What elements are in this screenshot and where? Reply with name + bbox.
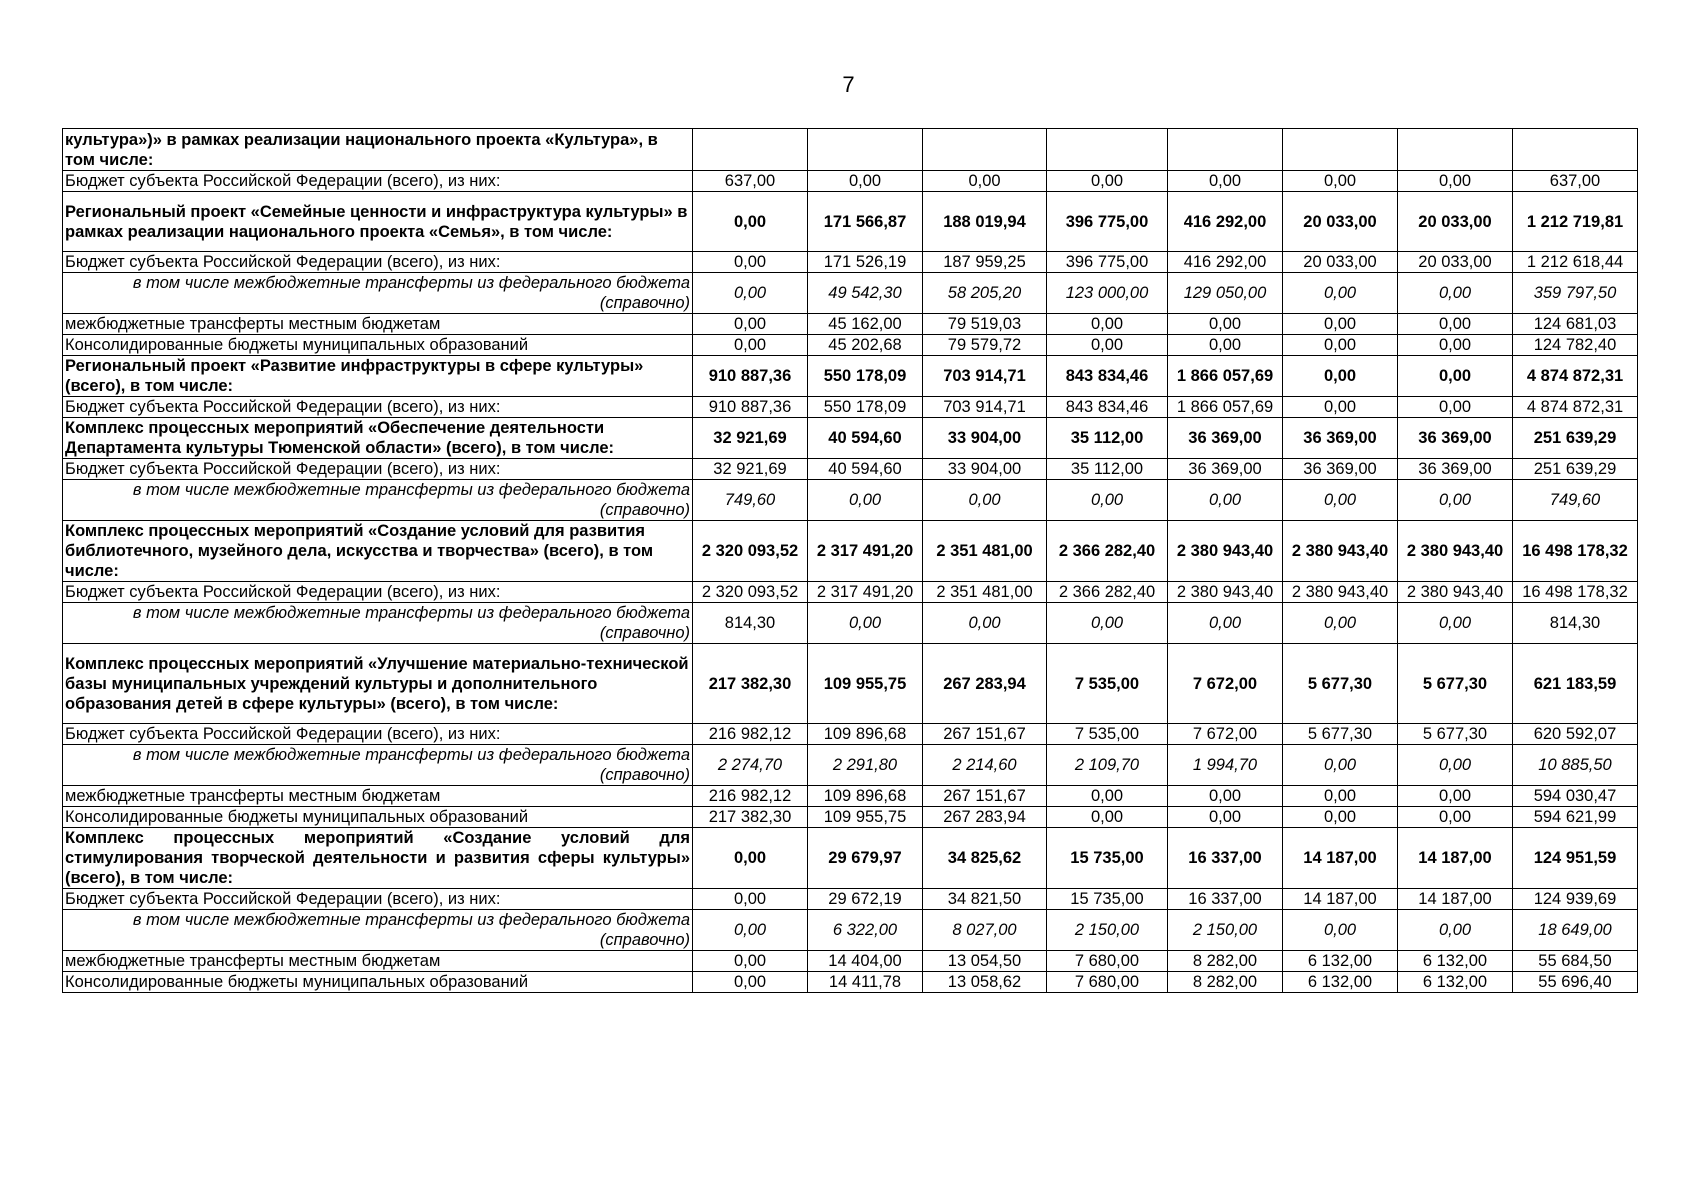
value-cell: 4 874 872,31 xyxy=(1513,397,1638,418)
row-label: Бюджет субъекта Российской Федерации (всего), из них: xyxy=(63,889,693,910)
value-cell: 8 282,00 xyxy=(1168,972,1283,993)
value-cell: 0,00 xyxy=(693,889,808,910)
value-cell: 267 151,67 xyxy=(923,786,1047,807)
value-cell: 34 825,62 xyxy=(923,828,1047,889)
value-cell: 0,00 xyxy=(1283,397,1398,418)
table-row xyxy=(63,889,1638,910)
value-cell: 2 317 491,20 xyxy=(808,582,923,603)
row-label: Консолидированные бюджеты муниципальных образований xyxy=(63,335,693,356)
value-cell: 45 202,68 xyxy=(808,335,923,356)
value-cell: 14 187,00 xyxy=(1283,889,1398,910)
value-cell: 0,00 xyxy=(808,480,923,521)
value-cell: 33 904,00 xyxy=(923,459,1047,480)
value-cell: 79 579,72 xyxy=(923,335,1047,356)
value-cell: 0,00 xyxy=(693,828,808,889)
value-cell: 217 382,30 xyxy=(693,644,808,724)
value-cell: 267 283,94 xyxy=(923,644,1047,724)
value-cell: 0,00 xyxy=(1047,786,1168,807)
table-row xyxy=(63,724,1638,745)
value-cell: 5 677,30 xyxy=(1398,644,1513,724)
value-cell: 5 677,30 xyxy=(1283,644,1398,724)
value-cell: 359 797,50 xyxy=(1513,273,1638,314)
value-cell: 621 183,59 xyxy=(1513,644,1638,724)
value-cell: 0,00 xyxy=(693,273,808,314)
table-row xyxy=(63,252,1638,273)
row-label: в том числе межбюджетные трансферты из федерального бюджета (справочно) xyxy=(63,603,693,644)
value-cell: 16 337,00 xyxy=(1168,828,1283,889)
value-cell: 594 030,47 xyxy=(1513,786,1638,807)
value-cell: 2 150,00 xyxy=(1168,910,1283,951)
value-cell: 1 866 057,69 xyxy=(1168,356,1283,397)
value-cell: 7 535,00 xyxy=(1047,724,1168,745)
value-cell: 20 033,00 xyxy=(1398,252,1513,273)
value-cell: 123 000,00 xyxy=(1047,273,1168,314)
value-cell: 109 896,68 xyxy=(808,786,923,807)
value-cell: 0,00 xyxy=(1398,171,1513,192)
value-cell: 2 380 943,40 xyxy=(1283,582,1398,603)
page-number: 7 xyxy=(842,72,855,97)
value-cell xyxy=(1283,129,1398,171)
value-cell: 2 351 481,00 xyxy=(923,521,1047,582)
value-cell: 0,00 xyxy=(693,972,808,993)
value-cell: 0,00 xyxy=(923,480,1047,521)
table-row xyxy=(63,397,1638,418)
value-cell: 1 866 057,69 xyxy=(1168,397,1283,418)
value-cell: 0,00 xyxy=(1168,603,1283,644)
value-cell: 5 677,30 xyxy=(1283,724,1398,745)
value-cell: 8 027,00 xyxy=(923,910,1047,951)
value-cell: 49 542,30 xyxy=(808,273,923,314)
value-cell: 2 150,00 xyxy=(1047,910,1168,951)
value-cell: 267 151,67 xyxy=(923,724,1047,745)
value-cell: 36 369,00 xyxy=(1398,459,1513,480)
table-row xyxy=(63,582,1638,603)
value-cell: 187 959,25 xyxy=(923,252,1047,273)
value-cell: 36 369,00 xyxy=(1168,459,1283,480)
value-cell: 40 594,60 xyxy=(808,418,923,459)
value-cell: 16 498 178,32 xyxy=(1513,521,1638,582)
value-cell: 5 677,30 xyxy=(1398,724,1513,745)
value-cell: 0,00 xyxy=(693,192,808,252)
value-cell: 124 782,40 xyxy=(1513,335,1638,356)
value-cell xyxy=(808,129,923,171)
table-row xyxy=(63,603,1638,644)
value-cell: 0,00 xyxy=(808,603,923,644)
value-cell: 29 679,97 xyxy=(808,828,923,889)
table-row xyxy=(63,786,1638,807)
value-cell: 1 212 719,81 xyxy=(1513,192,1638,252)
table-row xyxy=(63,745,1638,786)
row-label: культура»)» в рамках реализации национального проекта «Культура», в том числе: xyxy=(63,129,693,171)
value-cell: 2 380 943,40 xyxy=(1283,521,1398,582)
value-cell: 32 921,69 xyxy=(693,459,808,480)
table-row xyxy=(63,951,1638,972)
value-cell: 2 274,70 xyxy=(693,745,808,786)
value-cell: 4 874 872,31 xyxy=(1513,356,1638,397)
budget-table xyxy=(62,128,1638,993)
value-cell: 2 109,70 xyxy=(1047,745,1168,786)
value-cell: 0,00 xyxy=(1047,171,1168,192)
table-row xyxy=(63,910,1638,951)
value-cell: 20 033,00 xyxy=(1283,252,1398,273)
value-cell: 1 212 618,44 xyxy=(1513,252,1638,273)
value-cell: 6 322,00 xyxy=(808,910,923,951)
value-cell: 2 214,60 xyxy=(923,745,1047,786)
value-cell: 910 887,36 xyxy=(693,356,808,397)
value-cell xyxy=(1398,129,1513,171)
value-cell: 171 526,19 xyxy=(808,252,923,273)
row-label: Региональный проект «Развитие инфраструктуры в сфере культуры» (всего), в том числе: xyxy=(63,356,693,397)
value-cell: 703 914,71 xyxy=(923,356,1047,397)
value-cell: 0,00 xyxy=(808,171,923,192)
value-cell: 0,00 xyxy=(1283,335,1398,356)
value-cell: 0,00 xyxy=(1047,603,1168,644)
value-cell: 36 369,00 xyxy=(1283,459,1398,480)
value-cell: 416 292,00 xyxy=(1168,192,1283,252)
value-cell: 0,00 xyxy=(1283,480,1398,521)
value-cell: 2 291,80 xyxy=(808,745,923,786)
row-label: Консолидированные бюджеты муниципальных образований xyxy=(63,972,693,993)
value-cell: 29 672,19 xyxy=(808,889,923,910)
value-cell: 20 033,00 xyxy=(1398,192,1513,252)
value-cell: 7 672,00 xyxy=(1168,644,1283,724)
value-cell xyxy=(1047,129,1168,171)
value-cell: 109 955,75 xyxy=(808,807,923,828)
value-cell: 0,00 xyxy=(1398,335,1513,356)
value-cell: 0,00 xyxy=(1398,603,1513,644)
value-cell: 36 369,00 xyxy=(1398,418,1513,459)
row-label: Региональный проект «Семейные ценности и инфраструктура культуры» в рамках реализации национального проекта «Семья», в том числе: xyxy=(63,192,693,252)
value-cell: 550 178,09 xyxy=(808,356,923,397)
value-cell: 55 696,40 xyxy=(1513,972,1638,993)
row-label: межбюджетные трансферты местным бюджетам xyxy=(63,951,693,972)
row-label: Бюджет субъекта Российской Федерации (всего), из них: xyxy=(63,397,693,418)
value-cell: 0,00 xyxy=(1283,273,1398,314)
row-label: в том числе межбюджетные трансферты из федерального бюджета (справочно) xyxy=(63,480,693,521)
value-cell: 843 834,46 xyxy=(1047,397,1168,418)
value-cell: 14 187,00 xyxy=(1398,828,1513,889)
value-cell: 216 982,12 xyxy=(693,724,808,745)
row-label: в том числе межбюджетные трансферты из федерального бюджета (справочно) xyxy=(63,745,693,786)
value-cell: 13 058,62 xyxy=(923,972,1047,993)
value-cell: 0,00 xyxy=(1398,314,1513,335)
value-cell: 0,00 xyxy=(1398,807,1513,828)
value-cell: 7 535,00 xyxy=(1047,644,1168,724)
value-cell: 124 939,69 xyxy=(1513,889,1638,910)
table-row xyxy=(63,480,1638,521)
value-cell: 15 735,00 xyxy=(1047,889,1168,910)
value-cell: 2 380 943,40 xyxy=(1168,521,1283,582)
row-label: Бюджет субъекта Российской Федерации (всего), из них: xyxy=(63,582,693,603)
value-cell: 2 366 282,40 xyxy=(1047,521,1168,582)
value-cell: 124 681,03 xyxy=(1513,314,1638,335)
value-cell: 8 282,00 xyxy=(1168,951,1283,972)
value-cell: 0,00 xyxy=(1047,335,1168,356)
value-cell: 0,00 xyxy=(693,335,808,356)
value-cell: 35 112,00 xyxy=(1047,418,1168,459)
value-cell: 703 914,71 xyxy=(923,397,1047,418)
value-cell: 18 649,00 xyxy=(1513,910,1638,951)
value-cell: 2 380 943,40 xyxy=(1398,521,1513,582)
value-cell: 0,00 xyxy=(1398,356,1513,397)
value-cell: 267 283,94 xyxy=(923,807,1047,828)
row-label: в том числе межбюджетные трансферты из федерального бюджета (справочно) xyxy=(63,273,693,314)
row-label: Бюджет субъекта Российской Федерации (всего), из них: xyxy=(63,252,693,273)
value-cell: 217 382,30 xyxy=(693,807,808,828)
value-cell: 216 982,12 xyxy=(693,786,808,807)
value-cell: 910 887,36 xyxy=(693,397,808,418)
row-label: Бюджет субъекта Российской Федерации (всего), из них: xyxy=(63,724,693,745)
value-cell: 0,00 xyxy=(1398,273,1513,314)
value-cell: 396 775,00 xyxy=(1047,192,1168,252)
value-cell: 2 351 481,00 xyxy=(923,582,1047,603)
value-cell: 251 639,29 xyxy=(1513,418,1638,459)
value-cell: 14 187,00 xyxy=(1398,889,1513,910)
value-cell: 749,60 xyxy=(693,480,808,521)
budget-table-body xyxy=(63,129,1638,993)
value-cell: 2 380 943,40 xyxy=(1398,582,1513,603)
table-row xyxy=(63,807,1638,828)
value-cell: 0,00 xyxy=(1283,786,1398,807)
value-cell: 32 921,69 xyxy=(693,418,808,459)
value-cell: 0,00 xyxy=(1047,807,1168,828)
value-cell: 749,60 xyxy=(1513,480,1638,521)
row-label: в том числе межбюджетные трансферты из федерального бюджета (справочно) xyxy=(63,910,693,951)
value-cell: 10 885,50 xyxy=(1513,745,1638,786)
value-cell: 14 404,00 xyxy=(808,951,923,972)
value-cell: 0,00 xyxy=(1283,807,1398,828)
row-label: Комплекс процессных мероприятий «Обеспечение деятельности Департамента культуры Тюменской области» (всего), в том числе: xyxy=(63,418,693,459)
table-row xyxy=(63,459,1638,480)
value-cell xyxy=(693,129,808,171)
value-cell: 33 904,00 xyxy=(923,418,1047,459)
value-cell: 2 320 093,52 xyxy=(693,521,808,582)
value-cell: 0,00 xyxy=(1168,335,1283,356)
value-cell: 7 672,00 xyxy=(1168,724,1283,745)
table-row xyxy=(63,335,1638,356)
row-label: Комплекс процессных мероприятий «Создание условий для развития библиотечного, музейного дела, искусства и творчества» (всего), в том числе: xyxy=(63,521,693,582)
value-cell: 814,30 xyxy=(1513,603,1638,644)
value-cell: 40 594,60 xyxy=(808,459,923,480)
value-cell: 0,00 xyxy=(693,951,808,972)
value-cell: 0,00 xyxy=(693,252,808,273)
value-cell: 251 639,29 xyxy=(1513,459,1638,480)
value-cell: 109 896,68 xyxy=(808,724,923,745)
value-cell: 594 621,99 xyxy=(1513,807,1638,828)
value-cell: 14 411,78 xyxy=(808,972,923,993)
value-cell: 6 132,00 xyxy=(1398,951,1513,972)
row-label: Комплекс процессных мероприятий «Создание условий для стимулирования творческой деятельности и развития сферы культуры» (всего), в том числе: xyxy=(63,828,693,889)
row-label: межбюджетные трансферты местным бюджетам xyxy=(63,314,693,335)
value-cell: 0,00 xyxy=(1398,397,1513,418)
value-cell: 620 592,07 xyxy=(1513,724,1638,745)
table-row xyxy=(63,129,1638,171)
value-cell: 34 821,50 xyxy=(923,889,1047,910)
value-cell: 7 680,00 xyxy=(1047,951,1168,972)
value-cell: 0,00 xyxy=(1398,910,1513,951)
table-row xyxy=(63,171,1638,192)
table-row xyxy=(63,644,1638,724)
value-cell: 16 498 178,32 xyxy=(1513,582,1638,603)
value-cell: 2 317 491,20 xyxy=(808,521,923,582)
value-cell xyxy=(923,129,1047,171)
value-cell: 129 050,00 xyxy=(1168,273,1283,314)
value-cell: 16 337,00 xyxy=(1168,889,1283,910)
row-label: межбюджетные трансферты местным бюджетам xyxy=(63,786,693,807)
value-cell: 0,00 xyxy=(1047,480,1168,521)
value-cell: 0,00 xyxy=(1168,807,1283,828)
value-cell: 0,00 xyxy=(1398,786,1513,807)
value-cell xyxy=(1168,129,1283,171)
row-label: Бюджет субъекта Российской Федерации (всего), из них: xyxy=(63,459,693,480)
value-cell: 14 187,00 xyxy=(1283,828,1398,889)
value-cell: 843 834,46 xyxy=(1047,356,1168,397)
value-cell: 36 369,00 xyxy=(1168,418,1283,459)
value-cell: 58 205,20 xyxy=(923,273,1047,314)
value-cell: 814,30 xyxy=(693,603,808,644)
table-row xyxy=(63,972,1638,993)
value-cell: 416 292,00 xyxy=(1168,252,1283,273)
value-cell: 6 132,00 xyxy=(1283,951,1398,972)
row-label: Комплекс процессных мероприятий «Улучшение материально-технической базы муниципальных учреждений культуры и дополнительного образования детей в сфере культуры» (всего), в том числе: xyxy=(63,644,693,724)
value-cell: 13 054,50 xyxy=(923,951,1047,972)
value-cell: 0,00 xyxy=(923,171,1047,192)
table-row xyxy=(63,418,1638,459)
table-row xyxy=(63,273,1638,314)
value-cell: 0,00 xyxy=(1283,356,1398,397)
value-cell: 637,00 xyxy=(1513,171,1638,192)
value-cell: 1 994,70 xyxy=(1168,745,1283,786)
value-cell: 0,00 xyxy=(1283,910,1398,951)
value-cell: 20 033,00 xyxy=(1283,192,1398,252)
value-cell: 0,00 xyxy=(693,314,808,335)
value-cell: 396 775,00 xyxy=(1047,252,1168,273)
value-cell: 550 178,09 xyxy=(808,397,923,418)
table-row xyxy=(63,356,1638,397)
value-cell: 0,00 xyxy=(1168,171,1283,192)
value-cell: 171 566,87 xyxy=(808,192,923,252)
value-cell: 0,00 xyxy=(1398,745,1513,786)
value-cell: 36 369,00 xyxy=(1283,418,1398,459)
value-cell: 188 019,94 xyxy=(923,192,1047,252)
value-cell: 0,00 xyxy=(1398,480,1513,521)
value-cell: 0,00 xyxy=(693,910,808,951)
value-cell: 0,00 xyxy=(1283,603,1398,644)
value-cell: 124 951,59 xyxy=(1513,828,1638,889)
value-cell: 35 112,00 xyxy=(1047,459,1168,480)
value-cell: 79 519,03 xyxy=(923,314,1047,335)
row-label: Консолидированные бюджеты муниципальных образований xyxy=(63,807,693,828)
table-row xyxy=(63,521,1638,582)
value-cell: 2 366 282,40 xyxy=(1047,582,1168,603)
value-cell: 7 680,00 xyxy=(1047,972,1168,993)
value-cell: 15 735,00 xyxy=(1047,828,1168,889)
value-cell: 0,00 xyxy=(1283,314,1398,335)
value-cell: 6 132,00 xyxy=(1398,972,1513,993)
value-cell xyxy=(1513,129,1638,171)
value-cell: 2 320 093,52 xyxy=(693,582,808,603)
value-cell: 0,00 xyxy=(923,603,1047,644)
value-cell: 2 380 943,40 xyxy=(1168,582,1283,603)
value-cell: 0,00 xyxy=(1283,745,1398,786)
table-row xyxy=(63,828,1638,889)
value-cell: 55 684,50 xyxy=(1513,951,1638,972)
value-cell: 6 132,00 xyxy=(1283,972,1398,993)
row-label: Бюджет субъекта Российской Федерации (всего), из них: xyxy=(63,171,693,192)
value-cell: 0,00 xyxy=(1168,314,1283,335)
value-cell: 0,00 xyxy=(1047,314,1168,335)
value-cell: 109 955,75 xyxy=(808,644,923,724)
value-cell: 0,00 xyxy=(1168,786,1283,807)
table-row xyxy=(63,314,1638,335)
value-cell: 0,00 xyxy=(1168,480,1283,521)
table-row xyxy=(63,192,1638,252)
value-cell: 637,00 xyxy=(693,171,808,192)
value-cell: 0,00 xyxy=(1283,171,1398,192)
value-cell: 45 162,00 xyxy=(808,314,923,335)
